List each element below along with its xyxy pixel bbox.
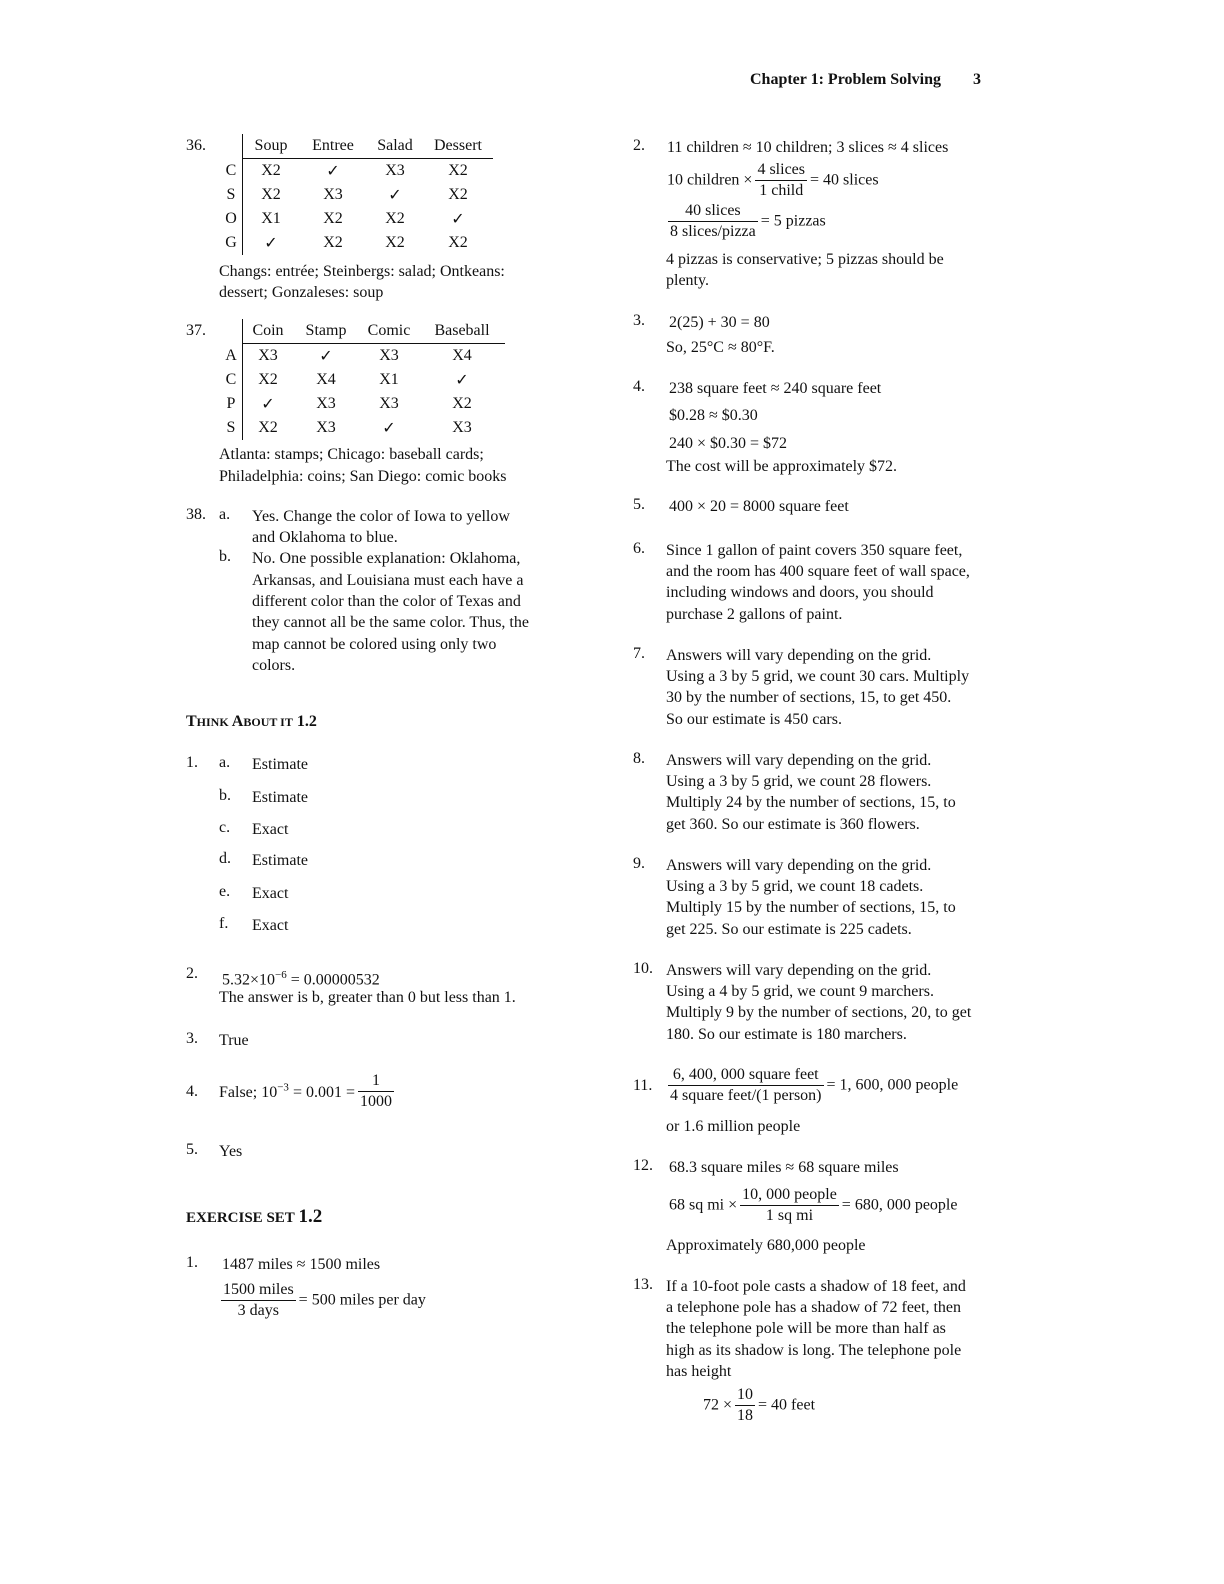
answer-text: No. One possible explanation: Oklahoma, [252, 550, 521, 567]
answer-text: the telephone pole will be more than half as [666, 1320, 946, 1337]
table-cell: X2 [258, 371, 278, 388]
column-header: Entree [299, 134, 367, 159]
math-expression [667, 160, 879, 201]
heading-part: A [228, 713, 244, 730]
answer-text: Using a 3 by 5 grid, we count 30 cars. Multiply [666, 668, 970, 685]
column-header: Baseball [419, 319, 505, 344]
answer-text: Answers will vary depending on the grid. [666, 647, 932, 664]
math-expression [703, 1385, 815, 1426]
numerator: 6, 400, 000 square feet [668, 1065, 824, 1086]
answer-text: Answers will vary depending on the grid. [666, 857, 932, 874]
answer-text: Estimate [252, 756, 308, 773]
math-expression: 2(25) + 30 = 80 [669, 314, 770, 331]
table-cell: X2 [261, 162, 281, 179]
denominator: 1 sq mi [765, 1207, 814, 1224]
section-heading-exercise-set [186, 1206, 322, 1229]
problem-number: 4. [186, 1083, 198, 1100]
table-cell: X2 [452, 395, 472, 412]
heading-part: BOUT IT [243, 715, 293, 729]
answer-text: they cannot all be the same color. Thus, the [252, 614, 529, 631]
answer-text: and Oklahoma to blue. [252, 529, 398, 546]
table-cell: ✓ [451, 211, 465, 228]
table-cell: X1 [261, 210, 281, 227]
answer-text: So our estimate is 450 cars. [666, 711, 842, 728]
part-label: a. [219, 754, 231, 771]
math-expression: 400 × 20 = 8000 square feet [669, 498, 849, 515]
fraction [755, 160, 807, 201]
answer-text: different color than the color of Texas and [252, 593, 521, 610]
fraction [358, 1071, 394, 1112]
answer-text: or 1.6 million people [666, 1118, 801, 1135]
answer-text: plenty. [666, 272, 709, 289]
heading-part: HINK [196, 715, 229, 729]
table-cell: X3 [316, 419, 336, 436]
table-cell: X2 [323, 234, 343, 251]
table [220, 319, 505, 440]
answer-text: Yes. Change the color of Iowa to yellow [252, 508, 510, 525]
denominator: 8 slices/pizza [670, 223, 756, 240]
heading-part: 1.2 [298, 1206, 323, 1227]
answer-text: Since 1 gallon of paint covers 350 square feet, [666, 542, 963, 559]
math-expression [665, 201, 826, 242]
math-part: = 40 slices [810, 171, 879, 189]
answer-text: 30 by the number of sections, 15, to get 450. [666, 689, 952, 706]
column-header: Stamp [293, 319, 359, 344]
table-cell: X4 [452, 347, 472, 364]
answer-text: has height [666, 1363, 732, 1380]
answer-text: a telephone pole has a shadow of 72 feet, then [666, 1299, 962, 1316]
math-expression: 240 × $0.30 = $72 [669, 435, 788, 452]
fraction [668, 1065, 824, 1106]
part-label: b. [219, 787, 231, 804]
table-row [220, 344, 505, 369]
problem-number: 11. [633, 1077, 653, 1094]
denominator: 18 [737, 1407, 754, 1424]
table-cell: ✓ [326, 163, 340, 180]
denominator: 1000 [359, 1093, 392, 1110]
table-header-row [220, 319, 505, 344]
problem-number: 6. [633, 540, 645, 557]
problem-number: 36. [186, 137, 206, 154]
math-expression [669, 1185, 957, 1226]
answer-text: purchase 2 gallons of paint. [666, 606, 843, 623]
table-row [220, 231, 493, 255]
fraction [668, 201, 758, 242]
row-label: P [220, 392, 243, 416]
table-row [220, 159, 493, 184]
row-label: O [220, 207, 243, 231]
answer-text: Multiply 15 by the number of sections, 15, to [666, 899, 956, 916]
problem-number: 37. [186, 322, 206, 339]
table-cell: X3 [316, 395, 336, 412]
problem-number: 9. [633, 855, 645, 872]
heading-part: 1.2 [292, 713, 317, 730]
problem-number: 3. [186, 1030, 198, 1047]
answer-text: Using a 3 by 5 grid, we count 28 flowers. [666, 773, 932, 790]
answer-text: Exact [252, 821, 289, 838]
problem-number: 5. [186, 1141, 198, 1158]
table-cell: X2 [385, 234, 405, 251]
table-cell: ✓ [382, 420, 396, 437]
answer-text: The cost will be approximately $72. [666, 458, 898, 475]
heading-part: T [186, 713, 197, 730]
math-part: 5.32×10 [222, 971, 276, 989]
table-cell: X2 [448, 162, 468, 179]
answer-text: Estimate [252, 852, 308, 869]
table-cell: X3 [379, 347, 399, 364]
math-part: 10 children × [667, 171, 753, 189]
part-label: a. [219, 506, 231, 523]
chapter-title: Chapter 1: Problem Solving [750, 71, 941, 88]
numerator: 40 slices [668, 201, 758, 222]
math-exponent: −6 [275, 969, 287, 981]
table-cell: X2 [261, 186, 281, 203]
problem-number: 10. [633, 960, 653, 977]
row-label: G [220, 231, 243, 255]
answer-text: get 360. So our estimate is 360 flowers. [666, 816, 920, 833]
math-part [219, 1081, 355, 1101]
answer-text: Philadelphia: coins; San Diego: comic books [219, 468, 507, 485]
table-cell: X2 [448, 234, 468, 251]
math-expression [665, 1065, 958, 1106]
problem-number: 8. [633, 750, 645, 767]
table-row [220, 392, 505, 416]
table-cell: X2 [258, 419, 278, 436]
table-cell: ✓ [455, 372, 469, 389]
answer-text: True [219, 1032, 249, 1049]
answer-text: Multiply 24 by the number of sections, 15, to [666, 794, 956, 811]
problem-number: 5. [633, 496, 645, 513]
part-label: e. [219, 883, 231, 900]
row-label: S [220, 416, 243, 440]
problem-number: 4. [633, 378, 645, 395]
answer-text: Estimate [252, 789, 308, 806]
logic-table-37 [220, 319, 505, 440]
table-row [220, 207, 493, 231]
answer-text: Answers will vary depending on the grid. [666, 962, 932, 979]
table-header-row [220, 134, 493, 159]
numerator: 1 [358, 1071, 394, 1092]
problem-number: 3. [633, 312, 645, 329]
math-expression: 238 square feet ≈ 240 square feet [669, 380, 882, 397]
table-cell: X3 [258, 347, 278, 364]
answer-text: Approximately 680,000 people [666, 1237, 866, 1254]
answer-text: Multiply 9 by the number of sections, 20, to get [666, 1004, 972, 1021]
answer-text: 4 pizzas is conservative; 5 pizzas should be [666, 251, 944, 268]
answer-text: Using a 3 by 5 grid, we count 18 cadets. [666, 878, 924, 895]
table-cell: ✓ [261, 396, 275, 413]
answer-text: So, 25°C ≈ 80°F. [666, 339, 775, 356]
answer-text: Exact [252, 917, 289, 934]
denominator: 3 days [237, 1302, 279, 1319]
answer-text: If a 10-foot pole casts a shadow of 18 feet, and [666, 1278, 966, 1295]
problem-number: 1. [186, 754, 198, 771]
math-expression [218, 1280, 426, 1321]
column-header: Soup [243, 134, 300, 159]
math-part: False; 10 [219, 1083, 278, 1101]
problem-number: 12. [633, 1157, 653, 1174]
numerator: 10 [735, 1385, 755, 1406]
page-number: 3 [972, 71, 981, 88]
column-header: Dessert [423, 134, 493, 159]
table-cell: ✓ [319, 348, 333, 365]
answer-text: Arkansas, and Louisiana must each have a [252, 572, 524, 589]
part-label: b. [219, 548, 231, 565]
math-part: = 40 feet [758, 1396, 816, 1414]
row-label: S [220, 183, 243, 207]
table-cell: ✓ [264, 235, 278, 252]
math-exponent: −3 [277, 1081, 289, 1094]
answer-text: The answer is b, greater than 0 but less than 1. [219, 989, 516, 1006]
problem-number: 13. [633, 1276, 653, 1293]
column-header: Salad [367, 134, 423, 159]
table-row [220, 183, 493, 207]
column-header: Coin [243, 319, 294, 344]
table [220, 134, 493, 255]
table-cell: X3 [385, 162, 405, 179]
table-cell: X3 [452, 419, 472, 436]
math-part: = 500 miles per day [298, 1291, 426, 1309]
math-part: = 0.001 = [288, 1083, 355, 1101]
answer-text: map cannot be colored using only two [252, 636, 497, 653]
math-expression: 68.3 square miles ≈ 68 square miles [669, 1159, 899, 1176]
math-part: = 5 pizzas [760, 212, 826, 230]
math-part: = 0.00000532 [286, 971, 380, 989]
math-part: 68 sq mi × [669, 1196, 738, 1214]
logic-table-36 [220, 134, 493, 255]
answer-text: Using a 4 by 5 grid, we count 9 marchers. [666, 983, 934, 1000]
answer-text: dessert; Gonzaleses: soup [219, 284, 384, 301]
answer-text: 180. So our estimate is 180 marchers. [666, 1026, 907, 1043]
table-row [220, 416, 505, 440]
table-cell: X1 [379, 371, 399, 388]
section-heading-think-about-it [186, 711, 317, 733]
answer-text: Yes [219, 1143, 243, 1160]
running-header [750, 69, 981, 90]
row-label: A [220, 344, 243, 369]
table-cell: X3 [323, 186, 343, 203]
problem-number: 1. [186, 1254, 198, 1271]
problem-number: 2. [186, 965, 198, 982]
math-part: = 680, 000 people [841, 1196, 958, 1214]
answer-text: including windows and doors, you should [666, 584, 934, 601]
column-header: Comic [359, 319, 419, 344]
table-cell: X2 [385, 210, 405, 227]
row-label: C [220, 368, 243, 392]
heading-part: EXERCISE SET [186, 1210, 295, 1226]
answer-text: Exact [252, 885, 289, 902]
math-expression [219, 1071, 397, 1112]
answer-text: Answers will vary depending on the grid. [666, 752, 932, 769]
table-cell: ✓ [388, 187, 402, 204]
numerator: 1500 miles [221, 1280, 296, 1301]
table-row [220, 368, 505, 392]
math-expression: $0.28 ≈ $0.30 [669, 407, 758, 424]
answer-text: Atlanta: stamps; Chicago: baseball cards; [219, 446, 484, 463]
answer-text: get 225. So our estimate is 225 cadets. [666, 921, 912, 938]
part-label: d. [219, 850, 231, 867]
fraction [740, 1185, 839, 1226]
math-part: 72 × [703, 1396, 733, 1414]
row-label: C [220, 159, 243, 184]
math-expression: 11 children ≈ 10 children; 3 slices ≈ 4 slices [667, 139, 949, 156]
answer-text: Changs: entrée; Steinbergs: salad; Ontkeans: [219, 263, 505, 280]
problem-number: 7. [633, 645, 645, 662]
math-expression: 1487 miles ≈ 1500 miles [222, 1256, 381, 1273]
table-cell: X3 [379, 395, 399, 412]
table-cell: X4 [316, 371, 336, 388]
problem-number: 2. [633, 137, 645, 154]
answer-text: high as its shadow is long. The telephone pole [666, 1342, 962, 1359]
part-label: f. [219, 915, 229, 932]
fraction [735, 1385, 755, 1426]
table-cell: X2 [323, 210, 343, 227]
math-part: = 1, 600, 000 people [826, 1076, 959, 1094]
denominator: 4 square feet/(1 person) [670, 1087, 822, 1104]
numerator: 4 slices [755, 160, 807, 181]
problem-number: 38. [186, 506, 206, 523]
fraction [221, 1280, 296, 1321]
answer-text: and the room has 400 square feet of wall space, [666, 563, 970, 580]
answer-text: colors. [252, 657, 296, 674]
numerator: 10, 000 people [740, 1185, 839, 1206]
denominator: 1 child [759, 182, 804, 199]
part-label: c. [219, 819, 231, 836]
table-cell: X2 [448, 186, 468, 203]
